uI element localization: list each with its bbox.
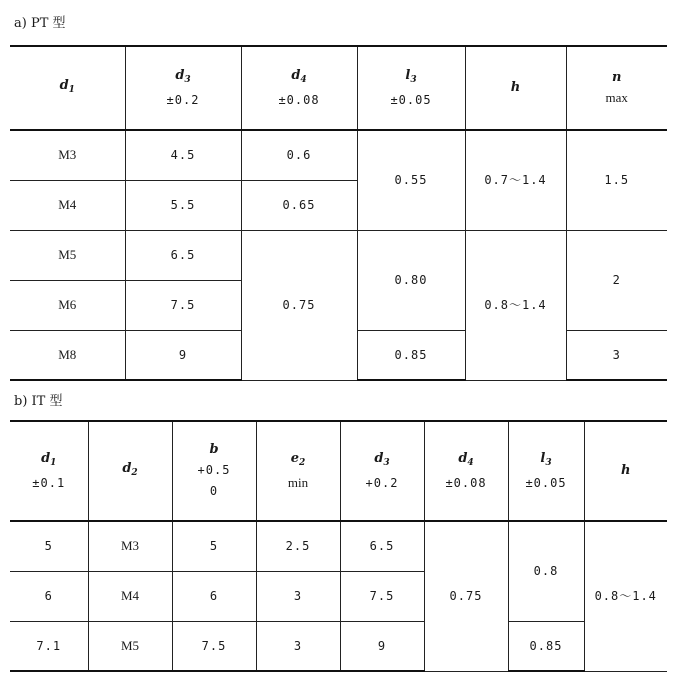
cell-d3: 9 <box>125 330 241 380</box>
header-e2 <box>256 421 340 521</box>
cell-n: 1.5 <box>566 130 667 230</box>
table-row <box>10 521 667 571</box>
cell-l3: 0.80 <box>357 230 465 330</box>
header-d2 <box>88 421 172 521</box>
cell-d3: 9 <box>340 621 424 671</box>
tolerance: ±0.08 <box>445 475 487 490</box>
table-row <box>10 130 667 180</box>
table-b-caption: b) IT 型 <box>14 394 63 409</box>
table-row <box>10 621 667 671</box>
cell-l3: 0.85 <box>508 621 584 671</box>
subscript: 2 <box>131 468 138 478</box>
tolerance: ±0.05 <box>525 475 567 490</box>
cell-d4: 0.75 <box>241 230 357 380</box>
symbol: d <box>59 78 69 93</box>
cell-d1: 6 <box>10 571 88 621</box>
symbol: d <box>374 450 384 466</box>
cell-d2: M4 <box>88 571 172 621</box>
cell-b: 6 <box>172 571 256 621</box>
header-l3 <box>508 421 584 521</box>
tolerance-upper: +0.5 <box>197 463 231 477</box>
symbol: d <box>458 450 468 466</box>
header-d4 <box>424 421 508 521</box>
cell-d1: M4 <box>10 180 125 230</box>
cell-n: 3 <box>566 330 667 380</box>
cell-e2: 2.5 <box>256 521 340 571</box>
header-d1 <box>10 421 88 521</box>
header-d4 <box>241 46 357 130</box>
cell-l3: 0.55 <box>357 130 465 230</box>
header-d1 <box>10 46 125 130</box>
cell-d3: 7.5 <box>340 571 424 621</box>
cell-h: 0.7～1.4 <box>465 130 566 230</box>
cell-d3: 4.5 <box>125 130 241 180</box>
tolerance: +0.2 <box>365 475 399 490</box>
table-row <box>10 230 667 280</box>
subscript: 2 <box>299 457 306 468</box>
cell-d1: M8 <box>10 330 125 380</box>
header-row <box>10 421 667 521</box>
cell-d3: 6.5 <box>125 230 241 280</box>
cell-n: 2 <box>566 230 667 330</box>
table-pt <box>10 45 667 381</box>
subscript: 3 <box>184 74 191 85</box>
subscript: 1 <box>50 457 57 468</box>
tolerance: min <box>287 474 309 490</box>
subscript: 1 <box>68 85 75 95</box>
cell-d1: M3 <box>10 130 125 180</box>
cell-d1: 7.1 <box>10 621 88 671</box>
table-a-caption: a) PT 型 <box>14 16 66 31</box>
cell-d4: 0.65 <box>241 180 357 230</box>
cell-h: 0.8～1.4 <box>465 230 566 380</box>
cell-e2: 3 <box>256 621 340 671</box>
cell-b: 7.5 <box>172 621 256 671</box>
header-d3 <box>340 421 424 521</box>
symbol: l <box>405 67 411 83</box>
symbol: b <box>209 442 219 457</box>
symbol: e <box>290 450 299 466</box>
cell-d4: 0.6 <box>241 130 357 180</box>
tolerance: max <box>605 89 628 105</box>
table-it <box>10 420 667 672</box>
tolerance: ±0.08 <box>278 92 320 107</box>
subscript: 3 <box>410 74 417 85</box>
cell-d4: 0.75 <box>424 521 508 671</box>
cell-l3: 0.8 <box>508 521 584 621</box>
header-l3 <box>357 46 465 130</box>
cell-b: 5 <box>172 521 256 571</box>
symbol: d <box>291 67 301 83</box>
header-n <box>566 46 667 130</box>
cell-d2: M3 <box>88 521 172 571</box>
header-row <box>10 46 667 130</box>
cell-l3: 0.85 <box>357 330 465 380</box>
tolerance-lower: 0 <box>209 484 219 498</box>
symbol: d <box>175 67 185 83</box>
symbol: d <box>41 450 51 466</box>
cell-d3: 5.5 <box>125 180 241 230</box>
header-d3 <box>125 46 241 130</box>
header-h <box>584 421 667 521</box>
subscript: 4 <box>300 74 307 85</box>
subscript: 3 <box>383 457 390 468</box>
cell-d2: M5 <box>88 621 172 671</box>
symbol: h <box>621 463 631 478</box>
cell-e2: 3 <box>256 571 340 621</box>
symbol: n <box>612 69 622 85</box>
symbol: h <box>510 80 521 95</box>
cell-d3: 7.5 <box>125 280 241 330</box>
header-h <box>465 46 566 130</box>
tolerance: ±0.05 <box>390 92 432 107</box>
tolerance: ±0.2 <box>166 92 200 107</box>
symbol: d <box>122 461 132 476</box>
header-b <box>172 421 256 521</box>
subscript: 4 <box>467 457 474 468</box>
cell-d1: M6 <box>10 280 125 330</box>
cell-d1: M5 <box>10 230 125 280</box>
tolerance: ±0.1 <box>32 475 66 490</box>
cell-h: 0.8～1.4 <box>584 521 667 671</box>
cell-d3: 6.5 <box>340 521 424 571</box>
subscript: 3 <box>545 457 552 468</box>
cell-d1: 5 <box>10 521 88 571</box>
symbol: l <box>540 450 546 466</box>
